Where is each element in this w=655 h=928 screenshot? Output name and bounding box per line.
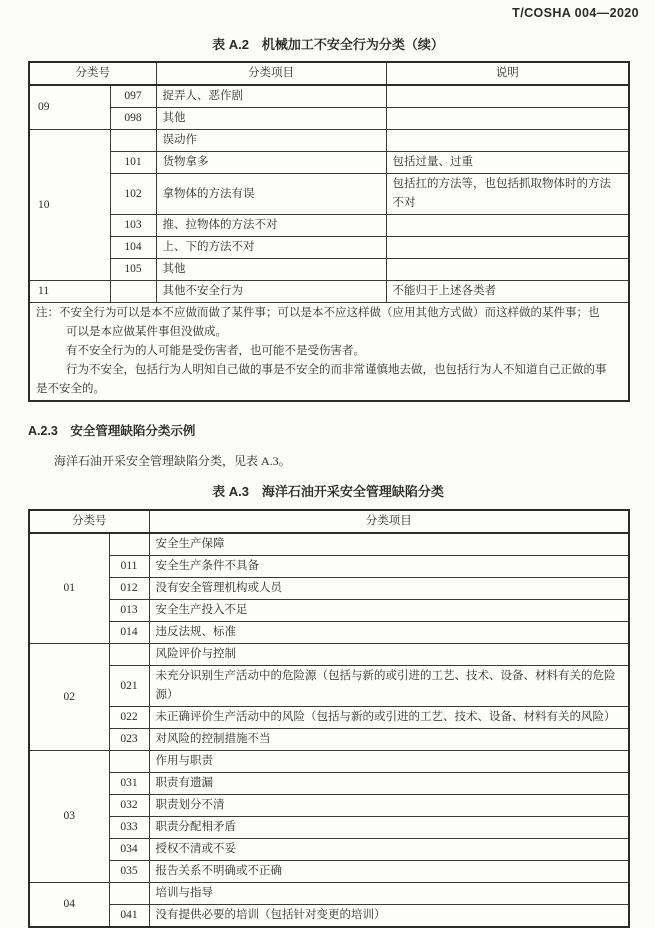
table-row (29, 751, 629, 773)
table-row (29, 707, 629, 729)
item-cell: 上、下的方法不对 (156, 237, 386, 259)
code-cell (109, 533, 149, 556)
note-line: 可以是本应做某件事但没做成。 (66, 326, 227, 338)
table-row (29, 85, 629, 108)
group-no-cell: 09 (29, 85, 110, 130)
item-cell: 拿物体的方法有误 (156, 174, 386, 215)
table-a3-body (29, 533, 629, 927)
table-a2-col-desc: 说明 (386, 62, 629, 85)
group-no-cell: 04 (29, 883, 109, 928)
code-cell (109, 751, 149, 773)
table-a3-header (29, 510, 629, 533)
table-a3-header-row (29, 510, 629, 533)
section-heading-a23: A.2.3 安全管理缺陷分类示例 (28, 424, 196, 438)
item-cell: 推、拉物体的方法不对 (156, 215, 386, 237)
note-cell (29, 303, 629, 402)
table-row (29, 215, 629, 237)
table-row (29, 817, 629, 839)
item-cell: 未正确评价生产活动中的风险（包括与新的或引进的工艺、技术、设备、材料有关的风险） (149, 707, 629, 729)
table-row (29, 237, 629, 259)
note-row (29, 303, 629, 402)
table-row (29, 600, 629, 622)
table-row (29, 556, 629, 578)
item-cell: 误动作 (156, 130, 386, 152)
doc-code: T/COSHA 004—2020 (512, 6, 639, 20)
code-cell: 023 (109, 729, 149, 751)
table-row (29, 795, 629, 817)
note-line: 注：不安全行为可以是本不应做而做了某件事；可以是本不应这样做（应用其他方式做）而这样做的某件事；也 (36, 307, 600, 319)
code-cell: 021 (109, 666, 149, 707)
item-cell: 授权不清或不妥 (149, 839, 629, 861)
code-cell (109, 883, 149, 905)
item-cell: 安全生产投入不足 (149, 600, 629, 622)
desc-cell (386, 85, 629, 108)
table-a3-col-item: 分类项目 (149, 510, 629, 533)
item-cell: 作用与职责 (149, 751, 629, 773)
item-cell: 未充分识别生产活动中的危险源（包括与新的或引进的工艺、技术、设备、材料有关的危险源） (149, 666, 629, 707)
code-cell: 011 (109, 556, 149, 578)
table-row (29, 905, 629, 928)
item-cell: 货物拿多 (156, 152, 386, 174)
code-cell: 031 (109, 773, 149, 795)
code-cell: 104 (110, 237, 156, 259)
group-no-cell: 02 (29, 644, 109, 751)
desc-cell (386, 130, 629, 152)
table-row (29, 839, 629, 861)
table-a3 (28, 509, 630, 928)
item-cell: 安全生产条件不具备 (149, 556, 629, 578)
item-cell: 安全生产保障 (149, 533, 629, 556)
table-row (29, 174, 629, 215)
item-cell: 职责划分不清 (149, 795, 629, 817)
item-cell: 职责分配相矛盾 (149, 817, 629, 839)
table-row (29, 622, 629, 644)
item-cell: 其他 (156, 259, 386, 281)
code-cell: 102 (110, 174, 156, 215)
table-a2-header (29, 62, 629, 85)
table-row (29, 644, 629, 666)
table-row (29, 883, 629, 905)
code-cell: 013 (109, 600, 149, 622)
desc-cell (386, 259, 629, 281)
note-line: 是不安全的。 (36, 383, 105, 395)
table-row (29, 773, 629, 795)
item-cell: 报告关系不明确或不正确 (149, 861, 629, 883)
table-a2-title: 表 A.2 机械加工不安全行为分类（续） (212, 37, 444, 52)
table-row (29, 281, 629, 303)
code-cell (110, 130, 156, 152)
table-a3-title: 表 A.3 海洋石油开采安全管理缺陷分类 (212, 484, 444, 499)
desc-cell: 包括过量、过重 (386, 152, 629, 174)
item-cell: 风险评价与控制 (149, 644, 629, 666)
table-row (29, 729, 629, 751)
group-no-cell: 03 (29, 751, 109, 883)
table-row (29, 259, 629, 281)
desc-cell: 不能归于上述各类者 (386, 281, 629, 303)
table-a3-col-classno: 分类号 (29, 510, 149, 533)
item-cell: 违反法规、标准 (149, 622, 629, 644)
code-cell: 032 (109, 795, 149, 817)
code-cell: 035 (109, 861, 149, 883)
code-cell: 033 (109, 817, 149, 839)
code-cell (109, 644, 149, 666)
item-cell: 培训与指导 (149, 883, 629, 905)
item-cell: 没有提供必要的培训（包括针对变更的培训） (149, 905, 629, 928)
table-row (29, 533, 629, 556)
desc-cell (386, 237, 629, 259)
code-cell (110, 281, 156, 303)
desc-cell: 包括扛的方法等，也包括抓取物体时的方法不对 (386, 174, 629, 215)
table-a2-body (29, 85, 629, 401)
code-cell: 097 (110, 85, 156, 108)
table-row (29, 152, 629, 174)
code-cell: 034 (109, 839, 149, 861)
item-cell: 职责有遗漏 (149, 773, 629, 795)
table-a2-col-classno: 分类号 (29, 62, 156, 85)
item-cell: 其他 (156, 108, 386, 130)
group-no-cell: 01 (29, 533, 109, 644)
table-a2-header-row (29, 62, 629, 85)
section-paragraph: 海洋石油开采安全管理缺陷分类，见表 A.3。 (54, 454, 291, 468)
group-no-cell: 10 (29, 130, 110, 281)
item-cell: 其他不安全行为 (156, 281, 386, 303)
table-a2-col-item: 分类项目 (156, 62, 386, 85)
item-cell: 捉弄人、恶作剧 (156, 85, 386, 108)
desc-cell (386, 215, 629, 237)
table-row (29, 108, 629, 130)
item-cell: 没有安全管理机构或人员 (149, 578, 629, 600)
code-cell: 041 (109, 905, 149, 928)
item-cell: 对风险的控制措施不当 (149, 729, 629, 751)
table-row (29, 130, 629, 152)
code-cell: 103 (110, 215, 156, 237)
code-cell: 105 (110, 259, 156, 281)
code-cell: 022 (109, 707, 149, 729)
group-no-cell: 11 (29, 281, 110, 303)
code-cell: 098 (110, 108, 156, 130)
code-cell: 012 (109, 578, 149, 600)
code-cell: 014 (109, 622, 149, 644)
desc-cell (386, 108, 629, 130)
table-a2 (28, 61, 630, 402)
note-line: 行为不安全，包括行为人明知自己做的事是不安全的而非常谨慎地去做，也包括行为人不知道自己正做的事 (66, 364, 607, 376)
table-row (29, 578, 629, 600)
code-cell: 101 (110, 152, 156, 174)
table-row (29, 861, 629, 883)
note-line: 有不安全行为的人可能是受伤害者，也可能不是受伤害者。 (66, 345, 365, 357)
table-row (29, 666, 629, 707)
